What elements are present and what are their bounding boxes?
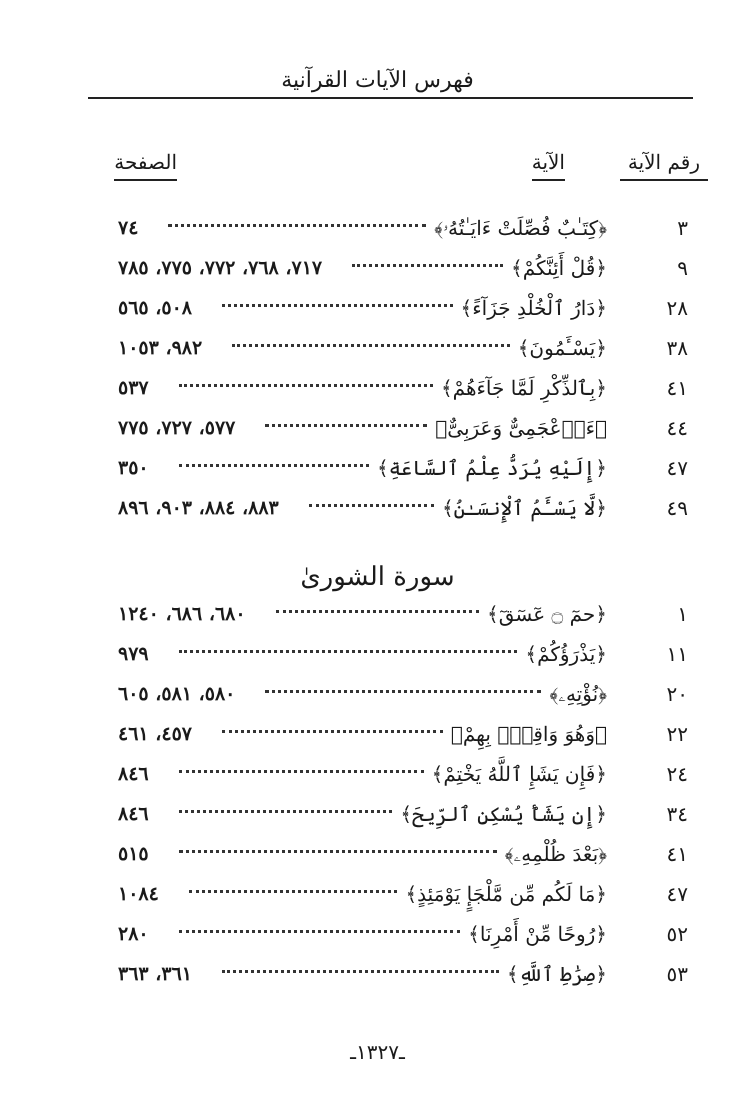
ayah-number: ٣ <box>677 216 688 240</box>
ayah-text: ﴿صِرَٰطِ ٱللَّهِ﴾ <box>506 962 607 986</box>
leader-dots <box>276 610 479 616</box>
index-row <box>0 636 755 672</box>
leader-dots <box>179 464 369 470</box>
ayah-number: ٥٣ <box>666 962 688 986</box>
page-references: ٧١٧، ٧٦٨، ٧٧٢، ٧٧٥، ٧٨٥ <box>118 257 323 279</box>
page-references: ٥٨٠، ٥٨١، ٦٠٥ <box>118 683 236 705</box>
index-row <box>0 596 755 632</box>
ayah-number: ٤١ <box>666 376 688 400</box>
ayah-text: ﴿إِلَيْهِ يُرَدُّ عِلْمُ ٱلسَّاعَةِ﴾ <box>376 456 607 480</box>
ayah-number: ١١ <box>666 642 688 666</box>
ayah-number: ٥٢ <box>666 922 688 946</box>
ayah-text: ﴿إِن يَشَأْ يُسْكِنِ ٱلرِّيحَ﴾ <box>400 802 607 826</box>
index-row <box>0 756 755 792</box>
ayah-number: ٤٤ <box>666 416 688 440</box>
index-row <box>0 836 755 872</box>
ayah-text: ﴿مَا لَكُم مِّن مَّلْجَإٍ يَوْمَئِذٍ﴾ <box>405 882 607 906</box>
leader-dots <box>309 504 434 510</box>
page-header-title: فهرس الآيات القرآنية <box>281 68 474 93</box>
index-row <box>0 370 755 406</box>
index-row <box>0 410 755 446</box>
page-references: ٩٧٩ <box>118 643 149 665</box>
ayah-number: ٩ <box>677 256 688 280</box>
column-header-ayah: الآية <box>532 150 565 174</box>
header-rule <box>88 97 693 99</box>
index-row <box>0 290 755 326</box>
ayah-text: ﴿حمٓ ۝ عٓسٓقٓ﴾ <box>487 602 607 626</box>
ayah-text: ﴿نُؤْتِهِۦ﴾ <box>549 682 607 706</box>
ayah-number: ٢٢ <box>666 722 688 746</box>
page-references: ٣٥٠ <box>118 457 149 479</box>
index-row <box>0 716 755 752</box>
index-row <box>0 956 755 992</box>
ayah-number: ٣٤ <box>666 802 688 826</box>
ayah-number: ٢٨ <box>666 296 688 320</box>
ayah-number: ٤٩ <box>666 496 688 520</box>
index-row <box>0 796 755 832</box>
ayah-text: ﴿فَإِن يَشَإِ ٱللَّهُ يَخْتِمْ﴾ <box>431 762 607 786</box>
page-references: ٢٨٠ <box>118 923 149 945</box>
ayah-number: ١ <box>677 602 688 626</box>
leader-dots <box>222 730 443 736</box>
ayah-number: ٢٤ <box>666 762 688 786</box>
leader-dots <box>179 850 497 856</box>
index-row <box>0 210 755 246</box>
leader-dots <box>265 690 541 696</box>
page-references: ٦٨٠، ٦٨٦، ١٢٤٠ <box>118 603 246 625</box>
page-references: ٤٥٧، ٤٦١ <box>118 723 192 745</box>
leader-dots <box>179 650 517 656</box>
page-references: ٩٨٢، ١٠٥٣ <box>118 337 203 359</box>
leader-dots <box>179 384 433 390</box>
page-references: ٣٦١، ٣٦٣ <box>118 963 192 985</box>
leader-dots <box>189 890 397 896</box>
leader-dots <box>265 424 427 430</box>
ayah-number: ٢٠ <box>666 682 688 706</box>
page-references: ٥٣٧ <box>118 377 149 399</box>
page-references: ٥١٥ <box>118 843 149 865</box>
surah-title: سورة الشورىٰ <box>300 562 455 592</box>
ayah-text: ﴿دَارُ ٱلْخُلْدِ جَزَآءً﴾ <box>460 296 607 320</box>
page-references: ١٠٨٤ <box>118 883 159 905</box>
ayah-text: ﴿يَذْرَؤُكُمْ﴾ <box>525 642 607 666</box>
ayah-number: ٤٧ <box>666 456 688 480</box>
page-references: ٧٤ <box>118 217 139 239</box>
leader-dots <box>352 264 503 270</box>
ayah-number: ٣٨ <box>666 336 688 360</box>
ayah-number: ٤٧ <box>666 882 688 906</box>
leader-dots <box>179 930 460 936</box>
index-row <box>0 250 755 286</box>
ayah-text: ﴿رُوحًا مِّنْ أَمْرِنَا﴾ <box>468 922 607 946</box>
leader-dots <box>222 304 453 310</box>
index-row <box>0 916 755 952</box>
index-row <box>0 330 755 366</box>
ayah-text: ﴿كِتَـٰبٌ فُصِّلَتْ ءَايَـٰتُهُۥ﴾ <box>434 216 607 240</box>
page-references: ٥٠٨، ٥٦٥ <box>118 297 192 319</box>
column-header-page: الصفحة <box>114 150 177 174</box>
ayah-text: ﴿ءَا۬عْجَمِىٌّ وَعَرَبِىٌّ﴾ <box>435 416 607 440</box>
index-row <box>0 676 755 712</box>
ayah-text: ﴿وَهُوَ وَاقِعٌۢ بِهِمْ﴾ <box>450 722 607 746</box>
column-header-ayah-number: رقم الآية <box>628 150 700 174</box>
index-row <box>0 450 755 486</box>
leader-dots <box>232 344 510 350</box>
index-row <box>0 490 755 526</box>
page-number: ـ١٣٢٧ـ <box>350 1040 405 1064</box>
page-references: ٥٧٧، ٧٢٧، ٧٧٥ <box>118 417 236 439</box>
page-references: ٨٤٦ <box>118 803 149 825</box>
leader-dots <box>222 970 499 976</box>
index-row <box>0 876 755 912</box>
ayah-text: ﴿بِٱلذِّكْرِ لَمَّا جَآءَهُمْ﴾ <box>440 376 607 400</box>
ayah-text: ﴿لَّا يَسْـَٔمُ ٱلْإِنسَـٰنُ﴾ <box>441 496 607 520</box>
leader-dots <box>179 810 392 816</box>
ayah-text: ﴿قُلْ أَئِنَّكُمْ﴾ <box>510 256 607 280</box>
page-references: ٨٤٦ <box>118 763 149 785</box>
leader-dots <box>168 224 426 230</box>
page-references: ٨٨٣، ٨٨٤، ٩٠٣، ٨٩٦ <box>118 497 279 519</box>
ayah-text: ﴿بَعْدَ ظُلْمِهِۦ﴾ <box>504 842 607 866</box>
ayah-number: ٤١ <box>666 842 688 866</box>
leader-dots <box>179 770 424 776</box>
ayah-text: ﴿يَسْـَٔمُونَ﴾ <box>517 336 607 360</box>
